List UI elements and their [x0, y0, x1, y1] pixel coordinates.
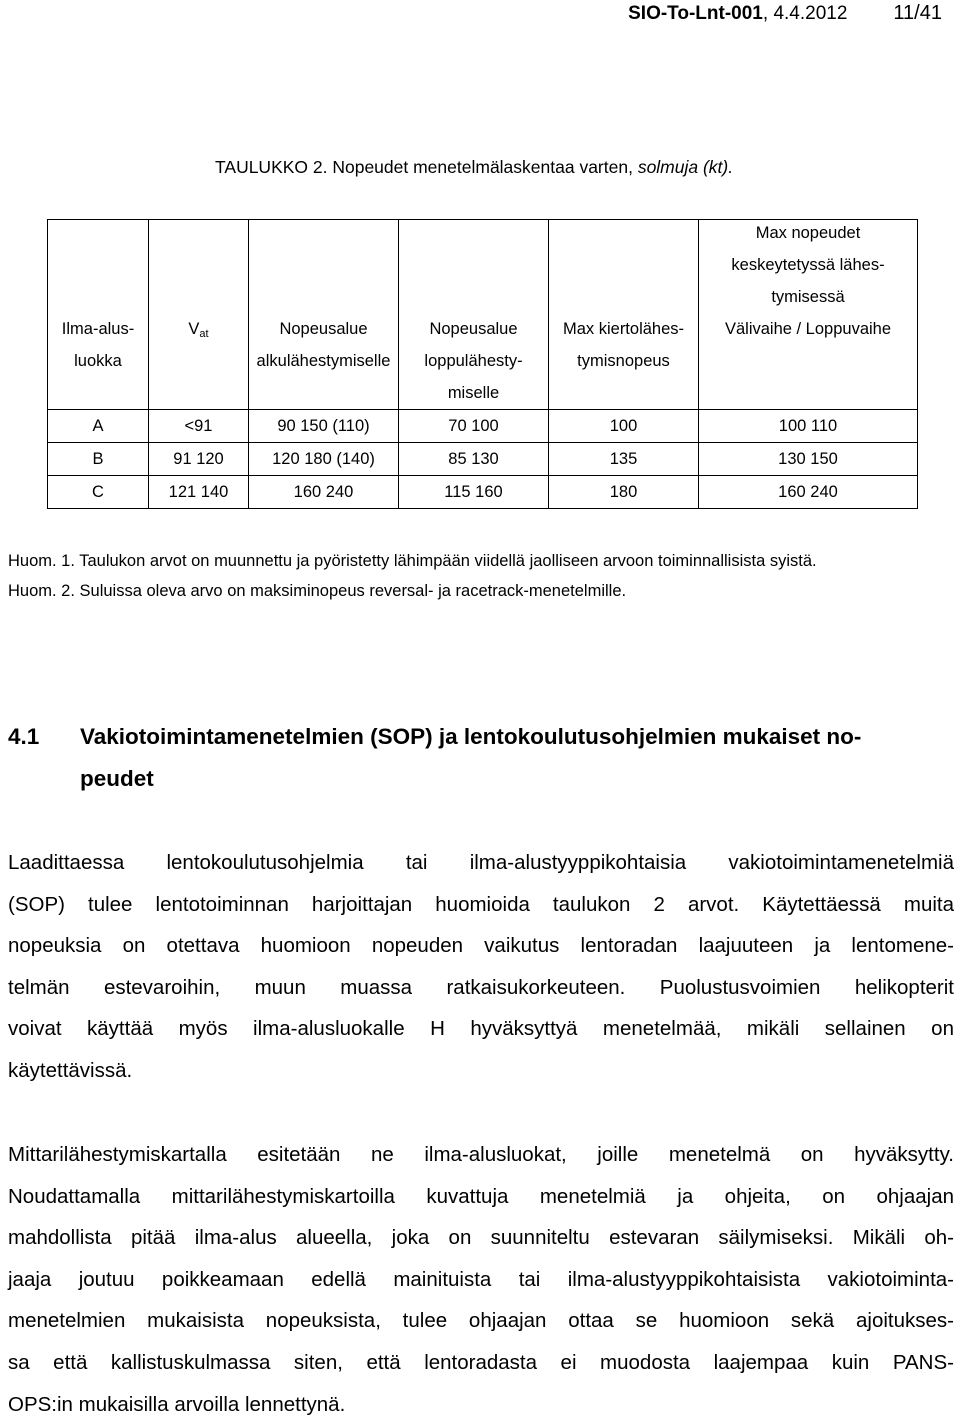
- paragraph-line: Laadittaessa lentokoulutusohjelmia tai ilma-alustyyppikohtaisia vakiotoimintamenetelmiä: [8, 851, 954, 874]
- table-note-2: Huom. 2. Suluissa oleva arvo on maksiminopeus reversal- ja racetrack-menetelmille.: [8, 582, 627, 600]
- section-title-line2: peudet: [80, 766, 154, 791]
- table-row: [48, 410, 918, 443]
- table-cell: C: [48, 476, 149, 509]
- paragraph-line: menetelmien mukaisista nopeuksista, tulee ohjaajan ottaa se huomioon sekä ajoitukses-: [8, 1309, 954, 1333]
- table-cell: 135: [549, 443, 699, 476]
- paragraph-line: OPS:in mukaisilla arvoilla lennettynä.: [8, 1392, 346, 1416]
- header-aircraft-category: Ilma-alus- luokka: [48, 220, 149, 410]
- table-cell: 100: [549, 410, 699, 443]
- paragraph-line: sa että kallistuskulmassa siten, että lentoradasta ei muodosta laajempaa kuin PANS-: [8, 1350, 954, 1374]
- paragraph-line: telmän estevaroihin, muun muassa ratkaisukorkeuteen. Puolustusvoimien helikopterit: [8, 975, 954, 999]
- paragraph-line: (SOP) tulee lentotoiminnan harjoittajan huomioida taulukon 2 arvot. Käytettäessä muita: [8, 892, 954, 916]
- table-note-1: Huom. 1. Taulukon arvot on muunnettu ja pyöristetty lähimpään viidellä jaolliseen arvoon toiminnallisista syistä.: [8, 552, 817, 570]
- table-cell: <91: [149, 410, 249, 443]
- table-cell: 100 110: [699, 410, 918, 443]
- paragraph-line: Noudattamalla mittarilähestymiskartoilla kuvattuja menetelmiä ja ohjeita, on ohjaajan: [8, 1184, 954, 1208]
- header-final-approach-speed: Nopeusalue loppulähesty- miselle: [399, 220, 549, 410]
- section-number: 4.1: [8, 724, 40, 749]
- table-cell: A: [48, 410, 149, 443]
- table-caption-text: TAULUKKO 2. Nopeudet menetelmälaskentaa varten,: [215, 157, 638, 177]
- table-cell: 70 100: [399, 410, 549, 443]
- header-initial-approach-speed: Nopeusalue alkulähestymiselle: [249, 220, 399, 410]
- table-cell: 160 240: [249, 476, 399, 509]
- paragraph-line: mahdollista pitää ilma-alus alueella, joka on suunniteltu estevaran säilymiseksi. Mikäli oh-: [8, 1226, 954, 1250]
- speed-table: [47, 219, 918, 509]
- table-cell: 85 130: [399, 443, 549, 476]
- table-cell: 160 240: [699, 476, 918, 509]
- paragraph-sop: [8, 842, 954, 1092]
- paragraph-line: Mittarilähestymiskartalla esitetään ne ilma-alusluokat, joille menetelmä on hyväksytty.: [8, 1143, 954, 1166]
- page-header: [628, 2, 942, 25]
- table-cell: 180: [549, 476, 699, 509]
- paragraph-line: nopeuksia on otettava huomioon nopeuden vaikutus lentoradan laajuuteen ja lentomene-: [8, 934, 954, 958]
- paragraph-line: jaaja joutuu poikkeamaan edellä mainituista tai ilma-alustyyppikohtaisista vakiotoiminta-: [8, 1267, 954, 1291]
- table-row: [48, 476, 918, 509]
- header-max-missed-approach-speed: Max nopeudet keskeytetyssä lähes- tymisessä Välivaihe / Loppuvaihe: [699, 220, 918, 410]
- table-cell: B: [48, 443, 149, 476]
- page-number: 11/41: [893, 2, 942, 24]
- table-cell: 90 150 (110): [249, 410, 399, 443]
- table-cell: 121 140: [149, 476, 249, 509]
- table-caption-units: solmuja (kt).: [637, 157, 734, 177]
- section-title-line1: Vakiotoimintamenetelmien (SOP) ja lentokoulutusohjelmien mukaiset no-: [80, 724, 862, 749]
- paragraph-approach-charts: [8, 1134, 954, 1425]
- section-heading: [8, 716, 948, 800]
- table-cell: 91 120: [149, 443, 249, 476]
- table-cell: 115 160: [399, 476, 549, 509]
- document-code: SIO-To-Lnt-001: [628, 3, 763, 24]
- table-cell: 130 150: [699, 443, 918, 476]
- paragraph-line: käytettävissä.: [8, 1058, 133, 1082]
- table-caption: [215, 157, 733, 178]
- paragraph-line: voivat käyttää myös ilma-alusluokalle H hyväksyttyä menetelmää, mikäli sellainen on: [8, 1017, 954, 1041]
- header-max-circling-speed: Max kiertolähes- tymisnopeus: [549, 220, 699, 410]
- header-vat: $V_{at}$: [149, 220, 249, 410]
- table-cell: 120 180 (140): [249, 443, 399, 476]
- document-date: , 4.4.2012: [762, 3, 848, 24]
- table-row: [48, 443, 918, 476]
- table-header-row: [48, 220, 918, 410]
